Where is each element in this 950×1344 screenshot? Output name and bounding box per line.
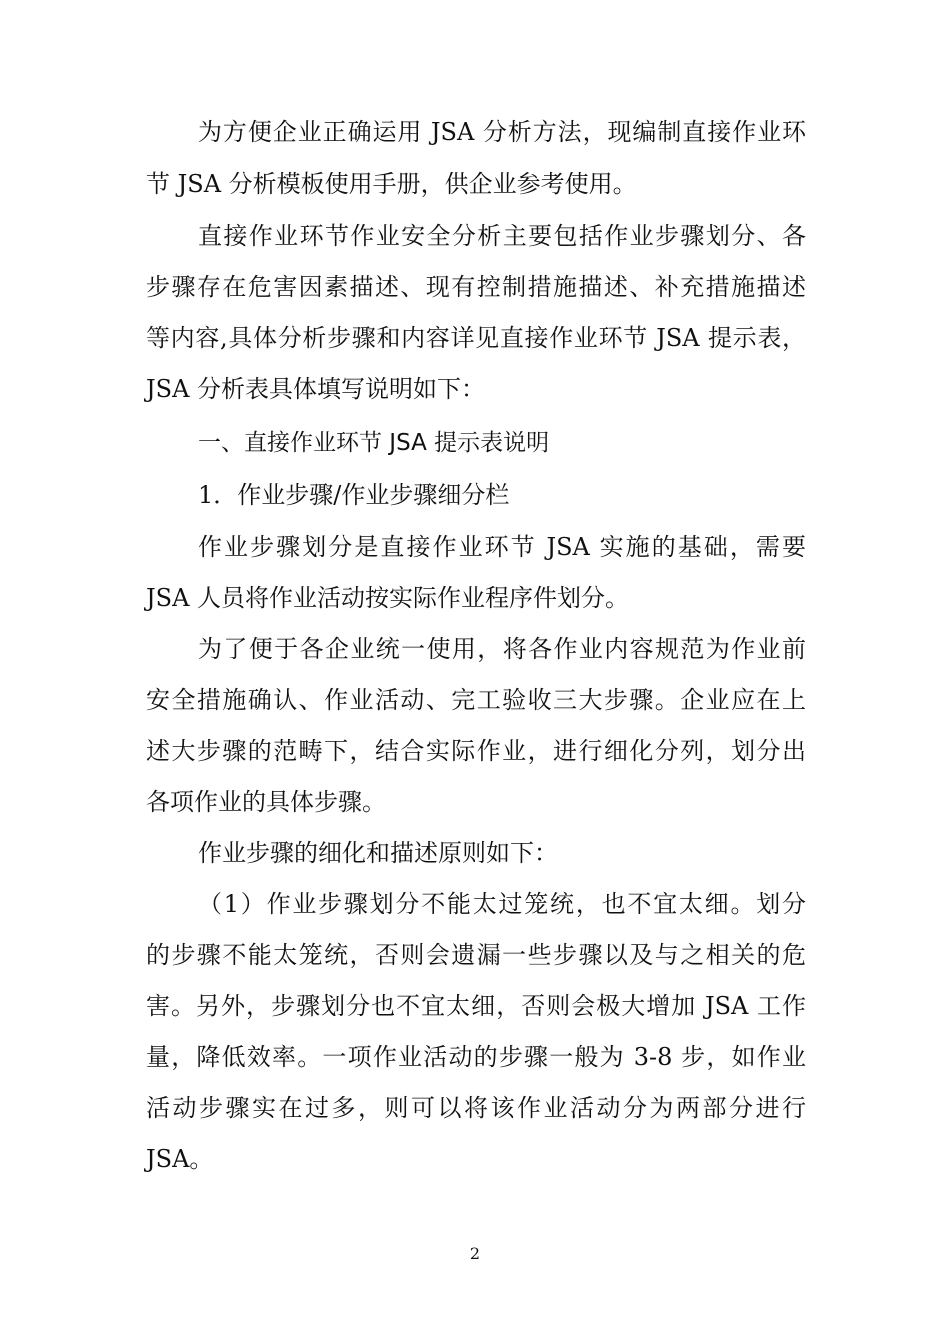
section-heading: 一、直接作业环节 JSA 提示表说明 <box>198 430 550 456</box>
paragraph-line: 安全措施确认、作业活动、完工验收三大步骤。企业应在上 <box>146 686 806 714</box>
paragraph-line: 节 JSA 分析模板使用手册，供企业参考使用。 <box>146 170 637 198</box>
subsection-heading: 1．作业步骤/作业步骤细分栏 <box>198 481 510 509</box>
paragraph-line: 量，降低效率。一项作业活动的步骤一般为 3-8 步，如作业 <box>146 1043 806 1071</box>
paragraph-line: 等内容,具体分析步骤和内容详见直接作业环节 JSA 提示表， <box>146 324 806 352</box>
paragraph-line: JSA 分析表具体填写说明如下： <box>146 375 486 403</box>
paragraph-line: 各项作业的具体步骤。 <box>146 788 386 816</box>
paragraph-line: 步骤存在危害因素描述、现有控制措施描述、补充措施描述 <box>146 273 806 301</box>
paragraph-line: 为方便企业正确运用 JSA 分析方法，现编制直接作业环 <box>198 118 806 146</box>
page-number: 2 <box>469 1244 481 1263</box>
paragraph-line: 作业步骤的细化和描述原则如下： <box>198 839 558 867</box>
paragraph-line: 作业步骤划分是直接作业环节 JSA 实施的基础，需要 <box>198 533 806 561</box>
paragraph-line: 活动步骤实在过多，则可以将该作业活动分为两部分进行 <box>146 1094 806 1122</box>
paragraph-line: 直接作业环节作业安全分析主要包括作业步骤划分、各 <box>198 222 806 250</box>
paragraph-line: 述大步骤的范畴下，结合实际作业，进行细化分列，划分出 <box>146 737 806 765</box>
paragraph-line: 害。另外，步骤划分也不宜太细，否则会极大增加 JSA 工作 <box>146 992 806 1020</box>
paragraph-line: JSA 人员将作业活动按实际作业程序件划分。 <box>146 584 630 612</box>
paragraph-line: 为了便于各企业统一使用，将各作业内容规范为作业前 <box>198 635 806 663</box>
paragraph-line: 的步骤不能太笼统，否则会遗漏一些步骤以及与之相关的危 <box>146 941 806 969</box>
paragraph-line: （1）作业步骤划分不能太过笼统，也不宜太细。划分 <box>198 890 806 918</box>
paragraph-line: JSA。 <box>146 1145 214 1173</box>
